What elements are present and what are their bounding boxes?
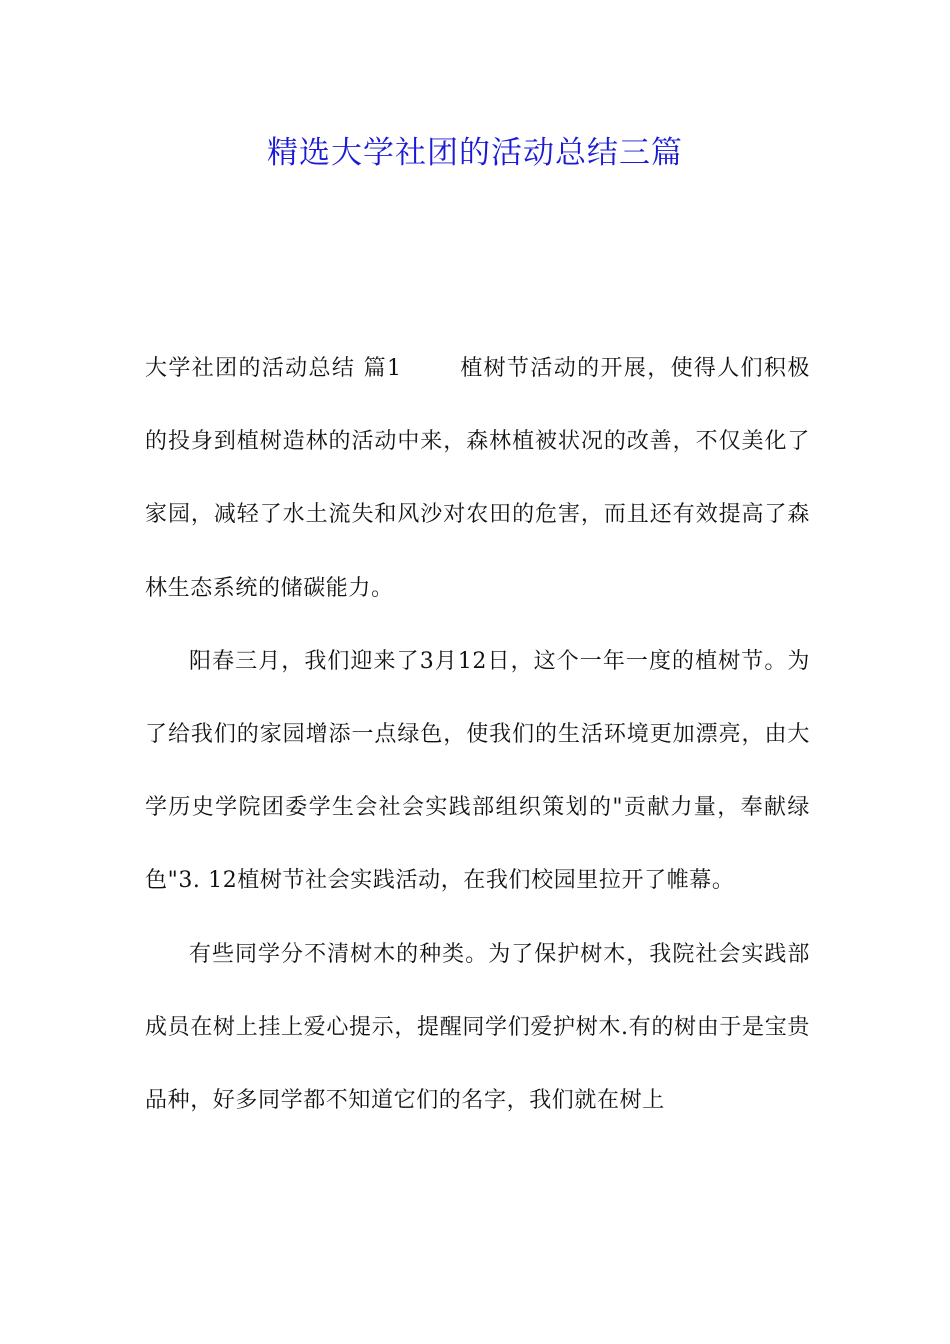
paragraph-3: 有些同学分不清树木的种类。为了保护树木，我院社会实践部成员在树上挂上爱心提示，提醒同学们爱护树木.有的树由于是宝贵品种，好多同学都不知道它们的名字，我们就在树上 — [145, 941, 810, 1114]
document-title: 精选大学社团的活动总结三篇 — [267, 135, 683, 171]
paragraph-2: 阳春三月，我们迎来了3月12日，这个一年一度的植树节。为了给我们的家园增添一点绿色，使我们的生活环境更加漂亮，由大学历史学院团委学生会社会实践部组织策划的"贡献力量，奉献绿色"3. 12植树节社会实践活动，在我们校园里拉开了帷幕。 — [145, 648, 810, 894]
section-heading: 大学社团的活动总结 篇1 — [145, 356, 402, 381]
paragraph-1-text: 植树节活动的开展，使得人们积极的投身到植树造林的活动中来，森林植被状况的改善，不仅美化了家园，减轻了水土流失和风沙对农田的危害，而且还有效提高了森林生态系统的储碳能力。 — [145, 356, 810, 601]
document-body — [145, 332, 810, 1137]
paragraph-1 — [145, 332, 810, 625]
